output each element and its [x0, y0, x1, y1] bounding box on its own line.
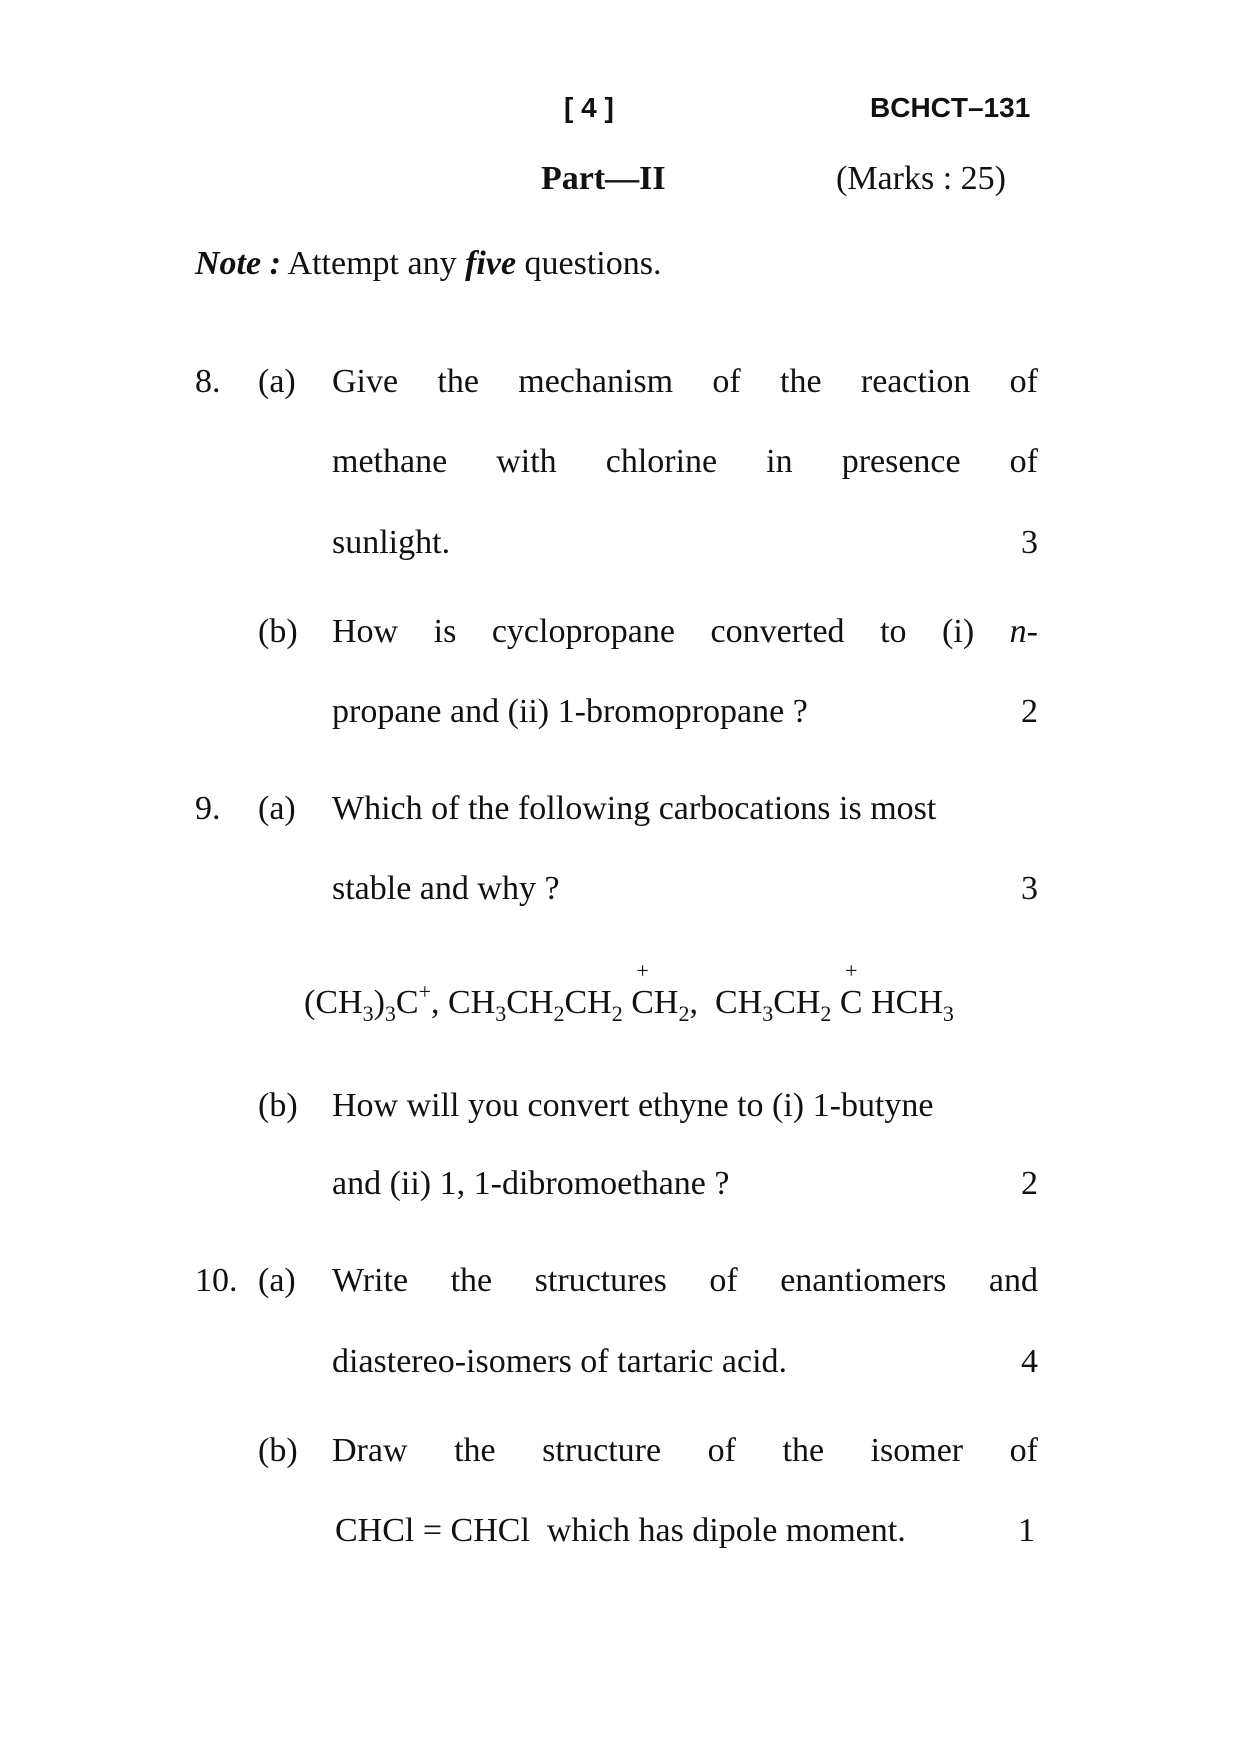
q9-number: 9.	[195, 790, 221, 827]
q10b-line2-row	[335, 1512, 1035, 1550]
q10b-formula: CHCl = CHCl	[335, 1512, 530, 1549]
note-emph: five	[465, 245, 517, 282]
q9b-marks: 2	[1021, 1165, 1038, 1202]
page-number: [ 4 ]	[564, 92, 614, 123]
q8a-marks: 3	[1021, 524, 1038, 561]
q8a-line3: sunlight.	[332, 524, 451, 561]
q8-number: 8.	[195, 363, 221, 400]
q8b-line1-italic: n	[1009, 613, 1027, 650]
q8b-line1	[332, 613, 1038, 651]
q8b-label: (b)	[258, 613, 298, 650]
q10a-line2: diastereo-isomers of tartaric acid.	[332, 1343, 788, 1380]
q9b-line2-row	[332, 1165, 1038, 1203]
q10b-line2-rest: which has dipole moment.	[546, 1512, 906, 1549]
q9a-line1: Which of the following carbocations is most	[332, 790, 937, 827]
q9a-marks: 3	[1021, 870, 1038, 907]
q9a-label: (a)	[258, 790, 296, 827]
q10a-label: (a)	[258, 1262, 296, 1299]
q10-number: 10.	[195, 1262, 238, 1299]
q10a-marks: 4	[1021, 1343, 1038, 1380]
q8b-line2-row	[332, 693, 1038, 731]
q8b-line1-end: -	[1026, 613, 1038, 650]
q8a-line3-row	[332, 524, 1038, 562]
part-title: Part—II	[541, 160, 666, 197]
note-text-after: questions.	[516, 245, 662, 282]
q10b-label: (b)	[258, 1432, 298, 1469]
q8a-line2: methane with chlorine in presence of	[332, 443, 1038, 480]
q10a-line1: Write the structures of enantiomers and	[332, 1262, 1038, 1299]
q10b-line1: Draw the structure of the isomer of	[332, 1432, 1038, 1469]
q10b-marks: 1	[1018, 1512, 1035, 1549]
q9a-line2: stable and why ?	[332, 870, 560, 907]
note-label: Note :	[195, 245, 281, 282]
carbocation-formulas: $(CH_3)_3C^+$, $CH_3CH_2CH_2 + CH_2$, $CH_3CH_2 + C$ $HCH_3$	[304, 984, 954, 1022]
q9a-line2-row	[332, 870, 1038, 908]
q8b-marks: 2	[1021, 693, 1038, 730]
note	[195, 245, 661, 283]
q8b-line1-main: How is cyclopropane converted to (i)	[332, 613, 1010, 650]
q8b-line2: propane and (ii) 1-bromopropane ?	[332, 693, 808, 730]
note-text-before: Attempt any	[280, 245, 466, 282]
q9b-label: (b)	[258, 1087, 298, 1124]
q9b-line2: and (ii) 1, 1-dibromoethane ?	[332, 1165, 730, 1202]
paper-code: BCHCT–131	[870, 92, 1031, 123]
part-marks: (Marks : 25)	[836, 160, 1006, 197]
q8a-line1: Give the mechanism of the reaction of	[332, 363, 1038, 400]
q10a-line2-row	[332, 1343, 1038, 1381]
q9b-line1: How will you convert ethyne to (i) 1-butyne	[332, 1087, 934, 1124]
q8a-label: (a)	[258, 363, 296, 400]
